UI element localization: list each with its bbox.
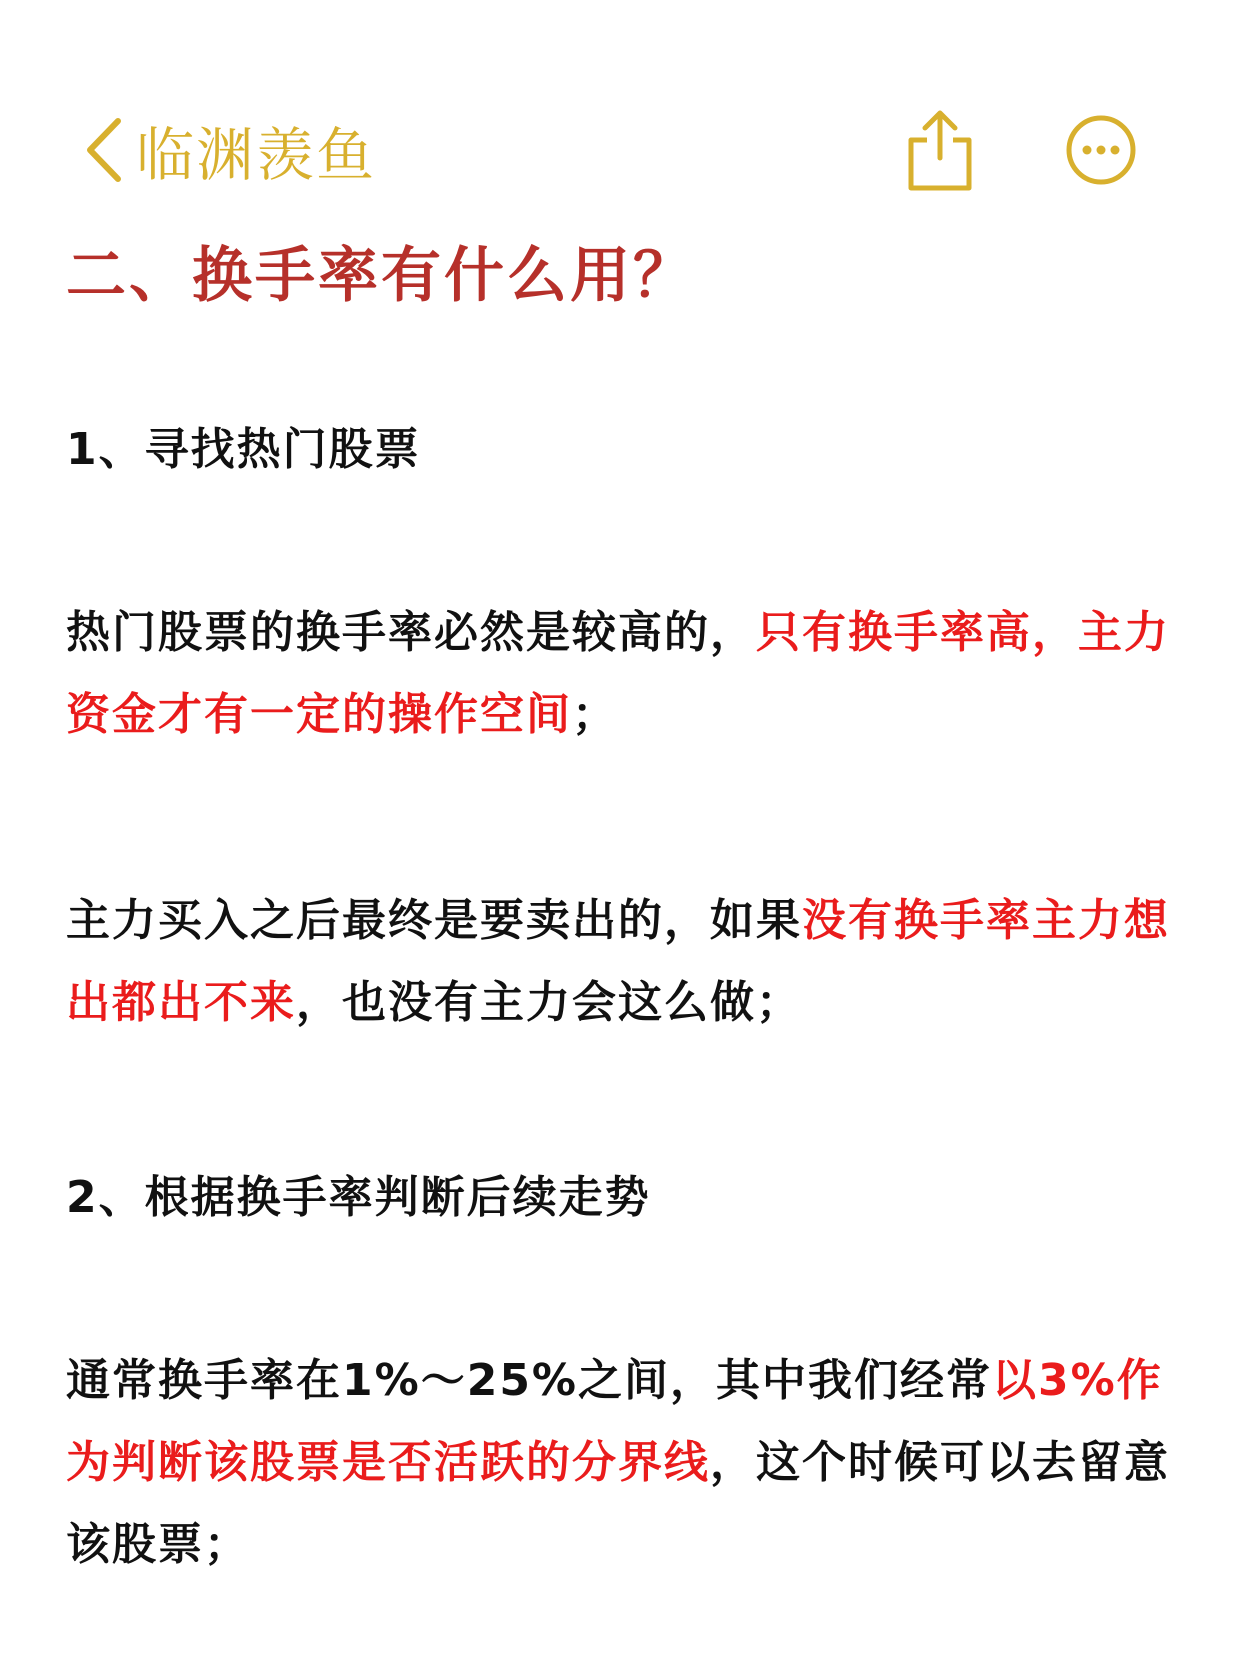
paragraph-text: 主力买入之后最终是要卖出的，如果 [66, 895, 802, 946]
navigation-bar [80, 100, 1162, 200]
back-label: 临渊羡鱼 [136, 121, 377, 189]
section2-paragraph1 [66, 1340, 1186, 1586]
paragraph-text: ，这个时候可以去留意该股票； [66, 1437, 1170, 1570]
article-heading: 二、换手率有什么用？ [66, 241, 696, 311]
highlight-text: 以3%作为判断该股票是否活跃的分界线 [66, 1355, 1163, 1488]
chevron-left-icon [80, 115, 128, 185]
paragraph-text: 热门股票的换手率必然是较高的， [66, 607, 756, 658]
more-ellipsis-icon[interactable] [1065, 114, 1137, 186]
section2-title: 2、根据换手率判断后续走势 [66, 1172, 651, 1223]
section1-paragraph1 [66, 592, 1186, 756]
highlight-text: 只有换手率高，主力资金才有一定的操作空间 [66, 607, 1170, 740]
back-button[interactable] [80, 100, 376, 200]
paragraph-text: ； [572, 689, 618, 740]
highlight-text: 没有换手率主力想出都出不来 [66, 895, 1170, 1028]
article-body [66, 236, 1186, 1586]
share-icon[interactable] [905, 108, 975, 192]
section1-title: 1、寻找热门股票 [66, 424, 421, 475]
paragraph-text: 通常换手率在1%～25%之间，其中我们经常 [66, 1355, 993, 1406]
section1-paragraph2 [66, 880, 1186, 1044]
paragraph-text: ，也没有主力会这么做； [296, 977, 802, 1028]
